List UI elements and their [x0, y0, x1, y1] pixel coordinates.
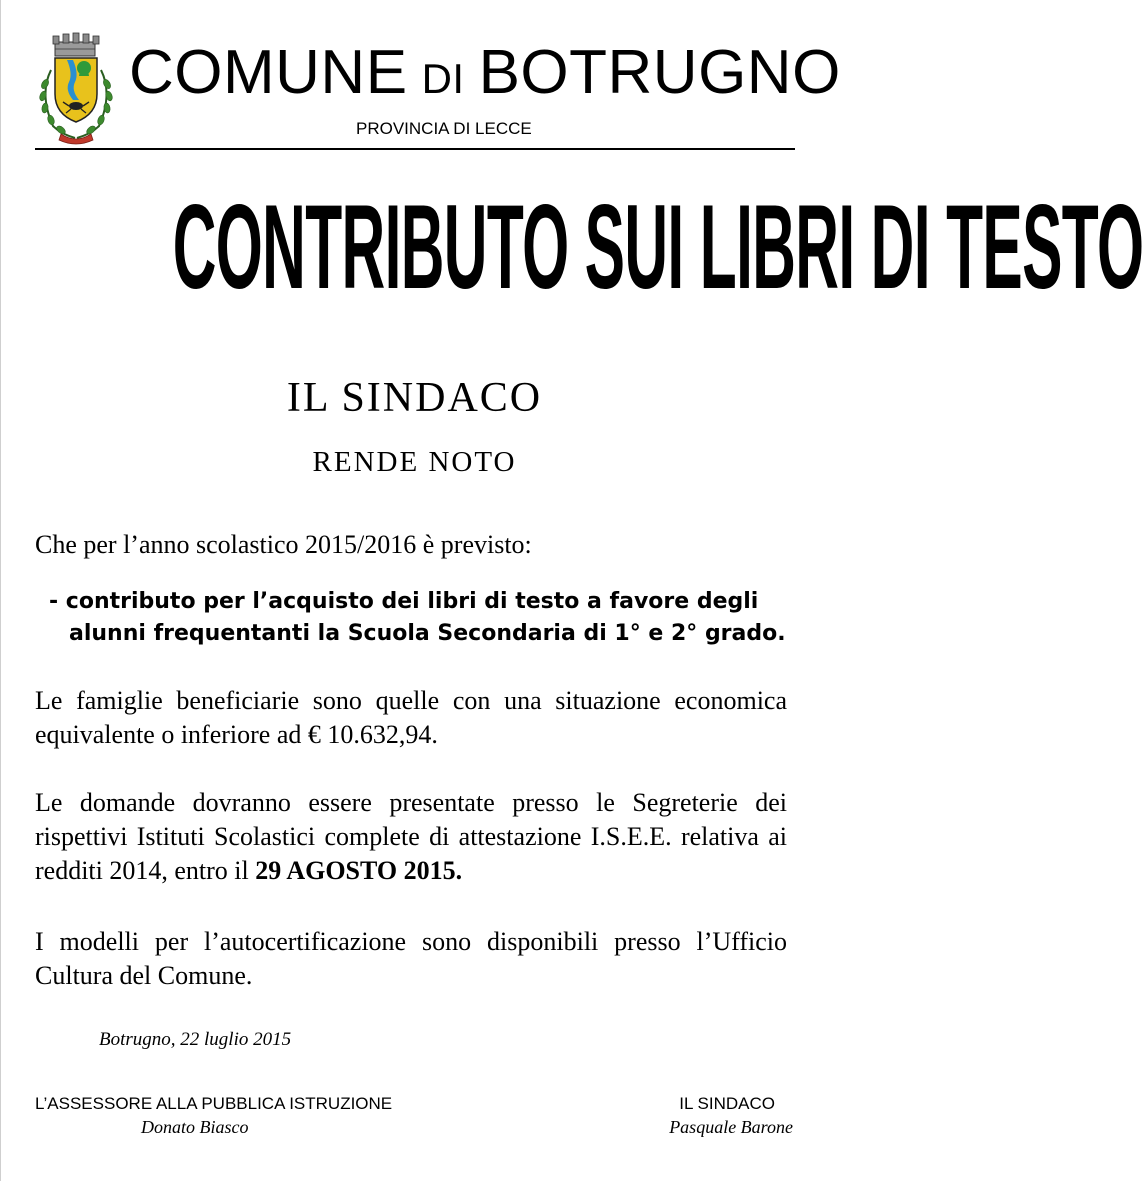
town-word: BOTRUGNO — [478, 38, 841, 107]
bullet-line-1: - contributo per l’acquisto dei libri di testo a favore degli — [49, 589, 759, 614]
application-text: Le domande dovranno essere presentate presso le Segreterie dei rispettivi Istituti Scolastici complete di attestazione I.S.E.E. relativa ai redditi 2014, entro il — [35, 788, 787, 885]
mayor-role: IL SINDACO — [679, 1094, 775, 1113]
eligibility-paragraph: Le famiglie beneficiarie sono quelle con una situazione economica equivalente o inferiore ad € 10.632,94. — [35, 686, 787, 749]
mayor-name: Pasquale Barone — [669, 1117, 793, 1137]
province-label: PROVINCIA DI LECCE — [356, 119, 532, 138]
bullet-line-2: alunni frequentanti la Scuola Secondaria di 1° e 2° grado. — [69, 621, 786, 646]
mayor-heading: IL SINDACO — [286, 375, 543, 421]
municipality-title — [129, 36, 841, 110]
coat-of-arms-icon — [31, 30, 121, 146]
forms-paragraph: I modelli per l’autocertificazione sono disponibili presso l’Ufficio Cultura del Comune. — [35, 927, 787, 990]
di-word: DI — [421, 55, 465, 102]
crown-icon — [53, 33, 99, 56]
assessor-role: L’ASSESSORE ALLA PUBBLICA ISTRUZIONE — [35, 1094, 393, 1113]
deadline-date: 29 AGOSTO 2015. — [255, 856, 463, 885]
comune-word: COMUNE — [129, 38, 408, 107]
contribution-bullet — [49, 586, 789, 650]
notice-title: CONTRIBUTO SUI LIBRI DI TESTO — [172, 180, 1143, 315]
announcement-subheading: RENDE NOTO — [312, 446, 517, 478]
application-paragraph — [35, 786, 787, 888]
intro-paragraph: Che per l’anno scolastico 2015/2016 è previsto: — [35, 530, 532, 559]
header-divider — [35, 148, 795, 150]
date-place: Botrugno, 22 luglio 2015 — [99, 1029, 292, 1050]
assessor-name: Donato Biasco — [141, 1117, 249, 1137]
